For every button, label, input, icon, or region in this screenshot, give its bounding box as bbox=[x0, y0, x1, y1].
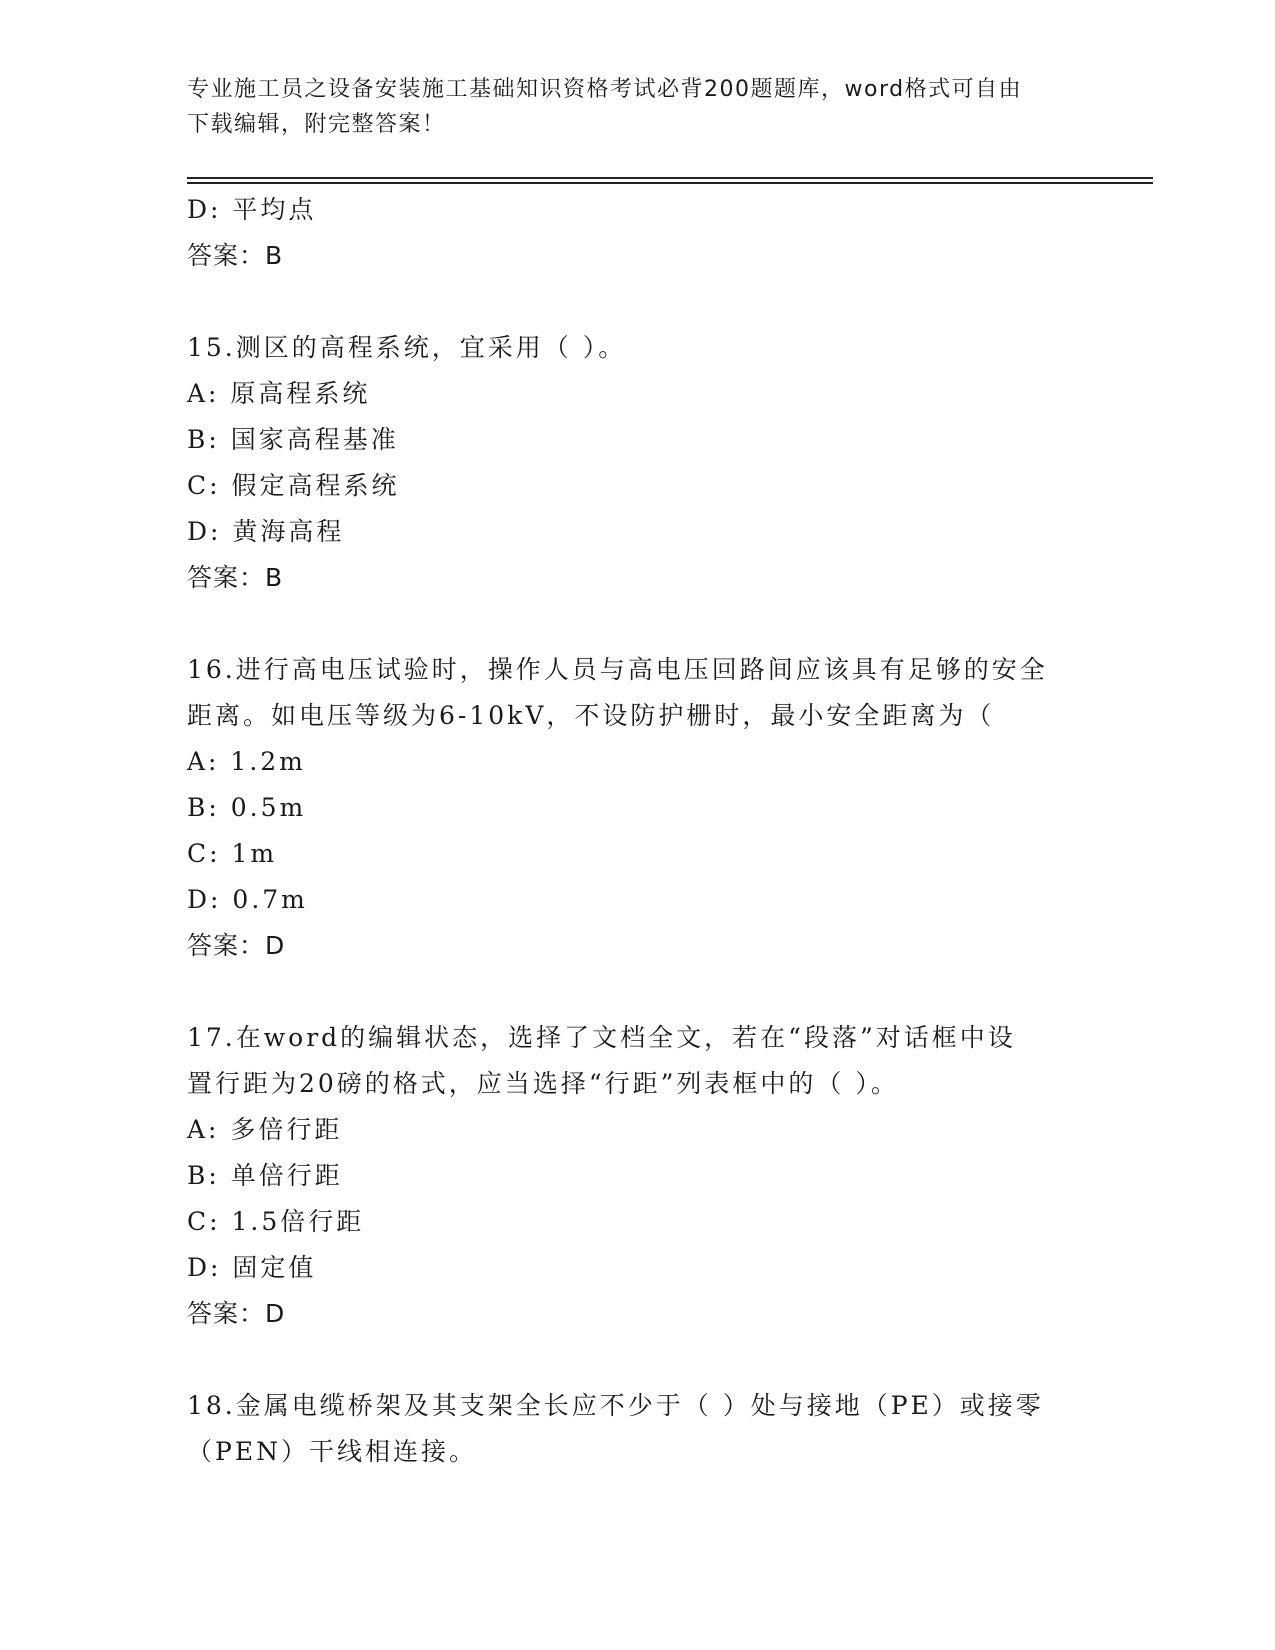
header-rule-bottom bbox=[187, 182, 1153, 184]
question-stem-line-2: （PEN）干线相连接。 bbox=[187, 1437, 477, 1466]
option-c: C: 1m bbox=[187, 839, 278, 868]
question-block-16 bbox=[187, 647, 1153, 969]
option-a: A: 多倍行距 bbox=[187, 1115, 343, 1144]
question-stem-line-2: 距离。如电压等级为6-10kV，不设防护栅时，最小安全距离为（ bbox=[187, 701, 995, 730]
option-d: D: 黄海高程 bbox=[187, 517, 345, 546]
option-a: A: 原高程系统 bbox=[187, 379, 371, 408]
document-body bbox=[187, 187, 1153, 1475]
option-b: B: 0.5m bbox=[187, 793, 307, 822]
option-d: D: 固定值 bbox=[187, 1253, 317, 1282]
question-block-15 bbox=[187, 325, 1153, 601]
header-line-1: 专业施工员之设备安装施工基础知识资格考试必背200题题库，word格式可自由 bbox=[187, 77, 1023, 102]
header-line-2: 下载编辑，附完整答案！ bbox=[187, 112, 446, 137]
question-stem-line-2: 置行距为20磅的格式，应当选择“行距”列表框中的（ ）。 bbox=[187, 1069, 899, 1098]
answer-line: 答案：B bbox=[187, 241, 284, 270]
spacer bbox=[187, 969, 1153, 1015]
question-block-previous bbox=[187, 187, 1153, 279]
option-c: C: 假定高程系统 bbox=[187, 471, 400, 500]
header-rule-top bbox=[187, 177, 1153, 179]
question-block-18 bbox=[187, 1383, 1153, 1475]
option-d: D: 平均点 bbox=[187, 195, 317, 224]
option-a: A: 1.2m bbox=[187, 747, 306, 776]
spacer bbox=[187, 1337, 1153, 1383]
answer-line: 答案：B bbox=[187, 563, 284, 592]
question-stem-line-1: 17.在word的编辑状态，选择了文档全文，若在“段落”对话框中设 bbox=[187, 1023, 1016, 1052]
answer-line: 答案：D bbox=[187, 1299, 286, 1328]
question-stem-line-1: 18.金属电缆桥架及其支架全长应不少于（ ）处与接地（PE）或接零 bbox=[187, 1391, 1044, 1420]
option-b: B: 单倍行距 bbox=[187, 1161, 343, 1190]
option-c: C: 1.5倍行距 bbox=[187, 1207, 365, 1236]
question-stem-line-1: 16.进行高电压试验时，操作人员与高电压回路间应该具有足够的安全 bbox=[187, 655, 1048, 684]
spacer bbox=[187, 601, 1153, 647]
answer-line: 答案：D bbox=[187, 931, 286, 960]
page-header bbox=[187, 72, 1087, 142]
spacer bbox=[187, 279, 1153, 325]
question-stem: 15.测区的高程系统，宜采用（ ）。 bbox=[187, 333, 627, 362]
option-d: D: 0.7m bbox=[187, 885, 308, 914]
option-b: B: 国家高程基准 bbox=[187, 425, 399, 454]
question-block-17 bbox=[187, 1015, 1153, 1337]
